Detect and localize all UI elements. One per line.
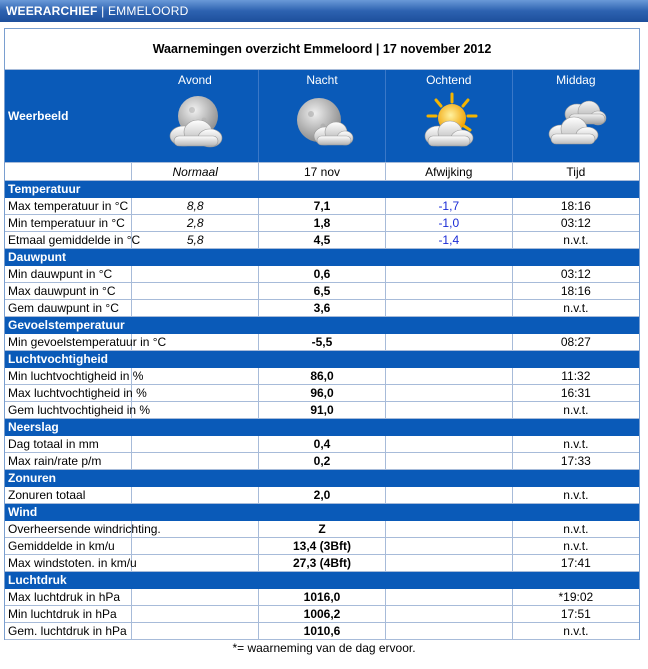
- header-separator: |: [101, 4, 105, 18]
- row-deviation: [385, 606, 512, 623]
- row-deviation: -1,4: [385, 232, 512, 249]
- table-row: [5, 538, 639, 555]
- period-middag: [512, 70, 639, 163]
- row-normal: [132, 453, 259, 470]
- header-location: EMMELOORD: [107, 4, 189, 18]
- row-normal: 2,8: [132, 215, 259, 232]
- row-label: Max luchtvochtigheid in %: [5, 385, 132, 402]
- period-name: Ochtend: [426, 73, 472, 87]
- row-value: Z: [259, 521, 386, 538]
- table-row: [5, 453, 639, 470]
- row-label: Gem. luchtdruk in hPa: [5, 623, 132, 640]
- row-time: *19:02: [512, 589, 639, 606]
- row-value: 27,3 (4Bft): [259, 555, 386, 572]
- section-title: Temperatuur: [5, 181, 639, 198]
- row-label: Max windstoten. in km/u: [5, 555, 132, 572]
- row-deviation: [385, 555, 512, 572]
- column-header-deviation: Afwijking: [385, 163, 512, 181]
- row-deviation: [385, 402, 512, 419]
- row-label: Overheersende windrichting.: [5, 521, 132, 538]
- row-value: 0,6: [259, 266, 386, 283]
- row-time: 03:12: [512, 266, 639, 283]
- row-label: Etmaal gemiddelde in °C: [5, 232, 132, 249]
- section-header: [5, 572, 639, 589]
- row-value: 91,0: [259, 402, 386, 419]
- table-row: [5, 589, 639, 606]
- row-value: 13,4 (3Bft): [259, 538, 386, 555]
- section-header: [5, 504, 639, 521]
- table-row: [5, 215, 639, 232]
- row-normal: [132, 283, 259, 300]
- footnote: *= waarneming van de dag ervoor.: [232, 641, 416, 655]
- row-time: 18:16: [512, 198, 639, 215]
- row-normal: 5,8: [132, 232, 259, 249]
- period-nacht: [259, 70, 386, 163]
- table-row: [5, 368, 639, 385]
- row-label: Gem luchtvochtigheid in %: [5, 402, 132, 419]
- row-deviation: -1,0: [385, 215, 512, 232]
- row-deviation: [385, 538, 512, 555]
- row-value: 4,5: [259, 232, 386, 249]
- section-title: Zonuren: [5, 470, 639, 487]
- period-name: Nacht: [306, 73, 338, 87]
- row-value: 86,0: [259, 368, 386, 385]
- section-header: [5, 470, 639, 487]
- row-value: 2,0: [259, 487, 386, 504]
- row-deviation: [385, 589, 512, 606]
- row-label: Min luchtdruk in hPa: [5, 606, 132, 623]
- section-title: Gevoelstemperatuur: [5, 317, 639, 334]
- row-deviation: [385, 300, 512, 317]
- section-header: [5, 249, 639, 266]
- row-deviation: [385, 283, 512, 300]
- table-row: [5, 521, 639, 538]
- section-title: Wind: [5, 504, 639, 521]
- table-row: [5, 266, 639, 283]
- row-deviation: [385, 368, 512, 385]
- row-time: n.v.t.: [512, 521, 639, 538]
- table-row: [5, 198, 639, 215]
- row-deviation: -1,7: [385, 198, 512, 215]
- row-time: n.v.t.: [512, 402, 639, 419]
- header-title: WEERARCHIEF: [6, 4, 98, 18]
- row-label: Gem dauwpunt in °C: [5, 300, 132, 317]
- column-header-time: Tijd: [512, 163, 639, 181]
- period-ochtend: [385, 70, 512, 163]
- sun-cloud-icon: [416, 92, 482, 154]
- row-normal: [132, 606, 259, 623]
- row-deviation: [385, 623, 512, 640]
- table-row: [5, 436, 639, 453]
- row-label: Max dauwpunt in °C: [5, 283, 132, 300]
- column-header-row: [5, 163, 639, 181]
- row-normal: [132, 368, 259, 385]
- weather-row-label: Weerbeeld: [5, 70, 132, 163]
- row-normal: [132, 300, 259, 317]
- observations-table: [5, 29, 639, 640]
- row-time: n.v.t.: [512, 487, 639, 504]
- row-value: 1006,2: [259, 606, 386, 623]
- row-normal: [132, 385, 259, 402]
- row-deviation: [385, 436, 512, 453]
- table-title-row: [5, 29, 639, 70]
- row-value: 1010,6: [259, 623, 386, 640]
- row-normal: [132, 538, 259, 555]
- period-name: Avond: [178, 73, 212, 87]
- table-row: [5, 300, 639, 317]
- row-label: Max temperatuur in °C: [5, 198, 132, 215]
- row-time: 11:32: [512, 368, 639, 385]
- row-value: 1,8: [259, 215, 386, 232]
- row-time: n.v.t.: [512, 623, 639, 640]
- row-time: 18:16: [512, 283, 639, 300]
- row-label: Max rain/rate p/m: [5, 453, 132, 470]
- section-header: [5, 181, 639, 198]
- period-name: Middag: [556, 73, 596, 87]
- row-label: Min dauwpunt in °C: [5, 266, 132, 283]
- row-value: 96,0: [259, 385, 386, 402]
- section-title: Dauwpunt: [5, 249, 639, 266]
- table-row: [5, 334, 639, 351]
- row-normal: [132, 555, 259, 572]
- table-row: [5, 402, 639, 419]
- row-normal: [132, 589, 259, 606]
- row-time: 17:41: [512, 555, 639, 572]
- row-value: 3,6: [259, 300, 386, 317]
- row-time: 17:33: [512, 453, 639, 470]
- row-label: Min temperatuur in °C: [5, 215, 132, 232]
- column-header-blank: [5, 163, 132, 181]
- table-row: [5, 232, 639, 249]
- period-avond: [132, 70, 259, 163]
- table-row: [5, 623, 639, 640]
- row-value: 0,2: [259, 453, 386, 470]
- row-label: Dag totaal in mm: [5, 436, 132, 453]
- row-normal: [132, 266, 259, 283]
- section-title: Luchtvochtigheid: [5, 351, 639, 368]
- weather-row: [5, 70, 639, 163]
- row-deviation: [385, 487, 512, 504]
- row-value: -5,5: [259, 334, 386, 351]
- row-time: 03:12: [512, 215, 639, 232]
- row-normal: 8,8: [132, 198, 259, 215]
- row-value: 6,5: [259, 283, 386, 300]
- row-value: 7,1: [259, 198, 386, 215]
- row-deviation: [385, 385, 512, 402]
- row-time: n.v.t.: [512, 232, 639, 249]
- row-deviation: [385, 521, 512, 538]
- section-header: [5, 351, 639, 368]
- column-header-normal: Normaal: [132, 163, 259, 181]
- row-label: Min gevoelstemperatuur in °C: [5, 334, 132, 351]
- table-row: [5, 555, 639, 572]
- row-label: Zonuren totaal: [5, 487, 132, 504]
- row-deviation: [385, 453, 512, 470]
- row-value: 0,4: [259, 436, 386, 453]
- column-header-date: 17 nov: [259, 163, 386, 181]
- cloud-icon: [543, 92, 609, 154]
- row-deviation: [385, 266, 512, 283]
- row-value: 1016,0: [259, 589, 386, 606]
- row-normal: [132, 436, 259, 453]
- moon-cloud-icon: [162, 92, 228, 154]
- row-normal: [132, 402, 259, 419]
- table-row: [5, 487, 639, 504]
- row-label: Gemiddelde in km/u: [5, 538, 132, 555]
- page-header: [0, 0, 648, 22]
- section-header: [5, 317, 639, 334]
- row-time: 16:31: [512, 385, 639, 402]
- section-title: Neerslag: [5, 419, 639, 436]
- row-normal: [132, 623, 259, 640]
- section-title: Luchtdruk: [5, 572, 639, 589]
- row-time: 17:51: [512, 606, 639, 623]
- section-header: [5, 419, 639, 436]
- table-row: [5, 283, 639, 300]
- row-label: Max luchtdruk in hPa: [5, 589, 132, 606]
- row-normal: [132, 487, 259, 504]
- table-row: [5, 385, 639, 402]
- moon-cloud-icon: [289, 92, 355, 154]
- table-title: Waarnemingen overzicht Emmeloord | 17 november 2012: [5, 29, 639, 70]
- row-deviation: [385, 334, 512, 351]
- table-row: [5, 606, 639, 623]
- observations-panel: [4, 28, 640, 640]
- row-time: n.v.t.: [512, 538, 639, 555]
- row-label: Min luchtvochtigheid in %: [5, 368, 132, 385]
- row-time: n.v.t.: [512, 436, 639, 453]
- row-time: n.v.t.: [512, 300, 639, 317]
- row-time: 08:27: [512, 334, 639, 351]
